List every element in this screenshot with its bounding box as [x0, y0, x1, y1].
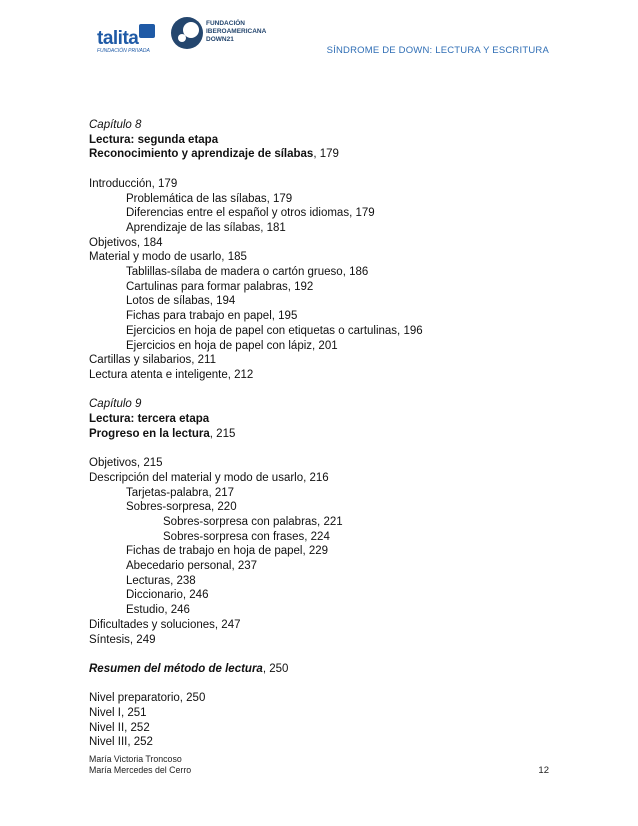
footer-author-2: María Mercedes del Cerro	[89, 765, 192, 775]
toc-entry: Ejercicios en hoja de papel con lápiz, 201	[126, 339, 338, 352]
chapter-9-subtitle-page: , 215	[209, 427, 236, 440]
toc-entry: Nivel I, 251	[89, 707, 147, 720]
toc-entry: Material y modo de usarlo, 185	[89, 251, 247, 264]
talita-logo-mark-icon	[139, 24, 155, 38]
toc-entry: Sobres-sorpresa con palabras, 221	[163, 515, 343, 528]
toc-entry: Síntesis, 249	[89, 633, 156, 646]
chapter-8-title: Lectura: segunda etapa	[89, 133, 219, 146]
toc-entry: Diccionario, 246	[126, 589, 209, 602]
down21-logo-line1: FUNDACIÓN	[206, 20, 245, 27]
talita-logo-subtitle: FUNDACIÓN PRIVADA	[97, 48, 150, 54]
talita-logo	[97, 24, 157, 54]
toc-entry: Cartulinas para formar palabras, 192	[126, 280, 314, 293]
down21-logo-text	[206, 20, 266, 44]
toc-entry: Sobres-sorpresa con frases, 224	[163, 530, 330, 543]
toc-entry: Problemática de las sílabas, 179	[126, 192, 293, 205]
toc-entry: Lotos de sílabas, 194	[126, 295, 236, 308]
summary-heading-text: Resumen del método de lectura	[89, 662, 263, 675]
toc-entry: Lectura atenta e inteligente, 212	[89, 368, 254, 381]
page-header	[0, 0, 638, 70]
chapter-8-label: Capítulo 8	[89, 119, 142, 131]
chapter-9-subtitle-text: Progreso en la lectura	[89, 427, 210, 440]
table-of-contents	[89, 118, 559, 750]
toc-entry: Nivel preparatorio, 250	[89, 692, 206, 705]
chapter-8-subtitle-page: , 179	[313, 148, 339, 161]
chapter-8-subtitle	[89, 147, 559, 162]
summary-heading-page: , 250	[262, 662, 289, 675]
toc-entry: Ejercicios en hoja de papel con etiquetas o cartulinas, 196	[126, 324, 423, 337]
toc-entry: Sobres-sorpresa, 220	[126, 501, 237, 514]
toc-entry: Fichas para trabajo en papel, 195	[126, 310, 298, 323]
talita-logo-wordmark: talita	[97, 28, 139, 49]
chapter-9-title: Lectura: tercera etapa	[89, 413, 210, 426]
chapter-8-subtitle-text: Reconocimiento y aprendizaje de sílabas	[89, 148, 314, 161]
footer-author-1: María Victoria Troncoso	[89, 754, 182, 764]
running-head: SÍNDROME DE DOWN: LECTURA Y ESCRITURA	[326, 45, 549, 56]
toc-entry: Cartillas y silabarios, 211	[89, 354, 216, 367]
toc-entry: Fichas de trabajo en hoja de papel, 229	[126, 545, 329, 558]
toc-entry: Objetivos, 215	[89, 457, 163, 470]
toc-entry: Diferencias entre el español y otros idiomas, 179	[126, 207, 375, 220]
toc-entry: Tablillas-sílaba de madera o cartón grueso, 186	[126, 266, 369, 279]
down21-logo-icon	[170, 16, 204, 50]
toc-entry: Descripción del material y modo de usarlo, 216	[89, 471, 329, 484]
summary-heading	[89, 662, 559, 677]
down21-logo-line3: DOWN21	[206, 36, 234, 43]
toc-entry: Nivel II, 252	[89, 721, 150, 734]
toc-entry: Nivel III, 252	[89, 736, 153, 749]
page-footer	[89, 754, 191, 776]
chapter-9-label: Capítulo 9	[89, 398, 142, 411]
toc-entry: Objetivos, 184	[89, 236, 163, 249]
page-number: 12	[538, 765, 549, 776]
chapter-9-subtitle	[89, 427, 559, 442]
toc-entry: Abecedario personal, 237	[126, 560, 258, 573]
toc-entry: Aprendizaje de las sílabas, 181	[126, 221, 286, 234]
toc-entry: Dificultades y soluciones, 247	[89, 618, 241, 631]
toc-entry: Tarjetas-palabra, 217	[126, 486, 235, 499]
down21-logo-line2: IBEROAMERICANA	[206, 28, 267, 35]
down21-logo	[170, 16, 265, 58]
toc-entry: Estudio, 246	[126, 604, 190, 617]
toc-entry: Lecturas, 238	[126, 574, 196, 587]
toc-entry: Introducción, 179	[89, 177, 178, 190]
